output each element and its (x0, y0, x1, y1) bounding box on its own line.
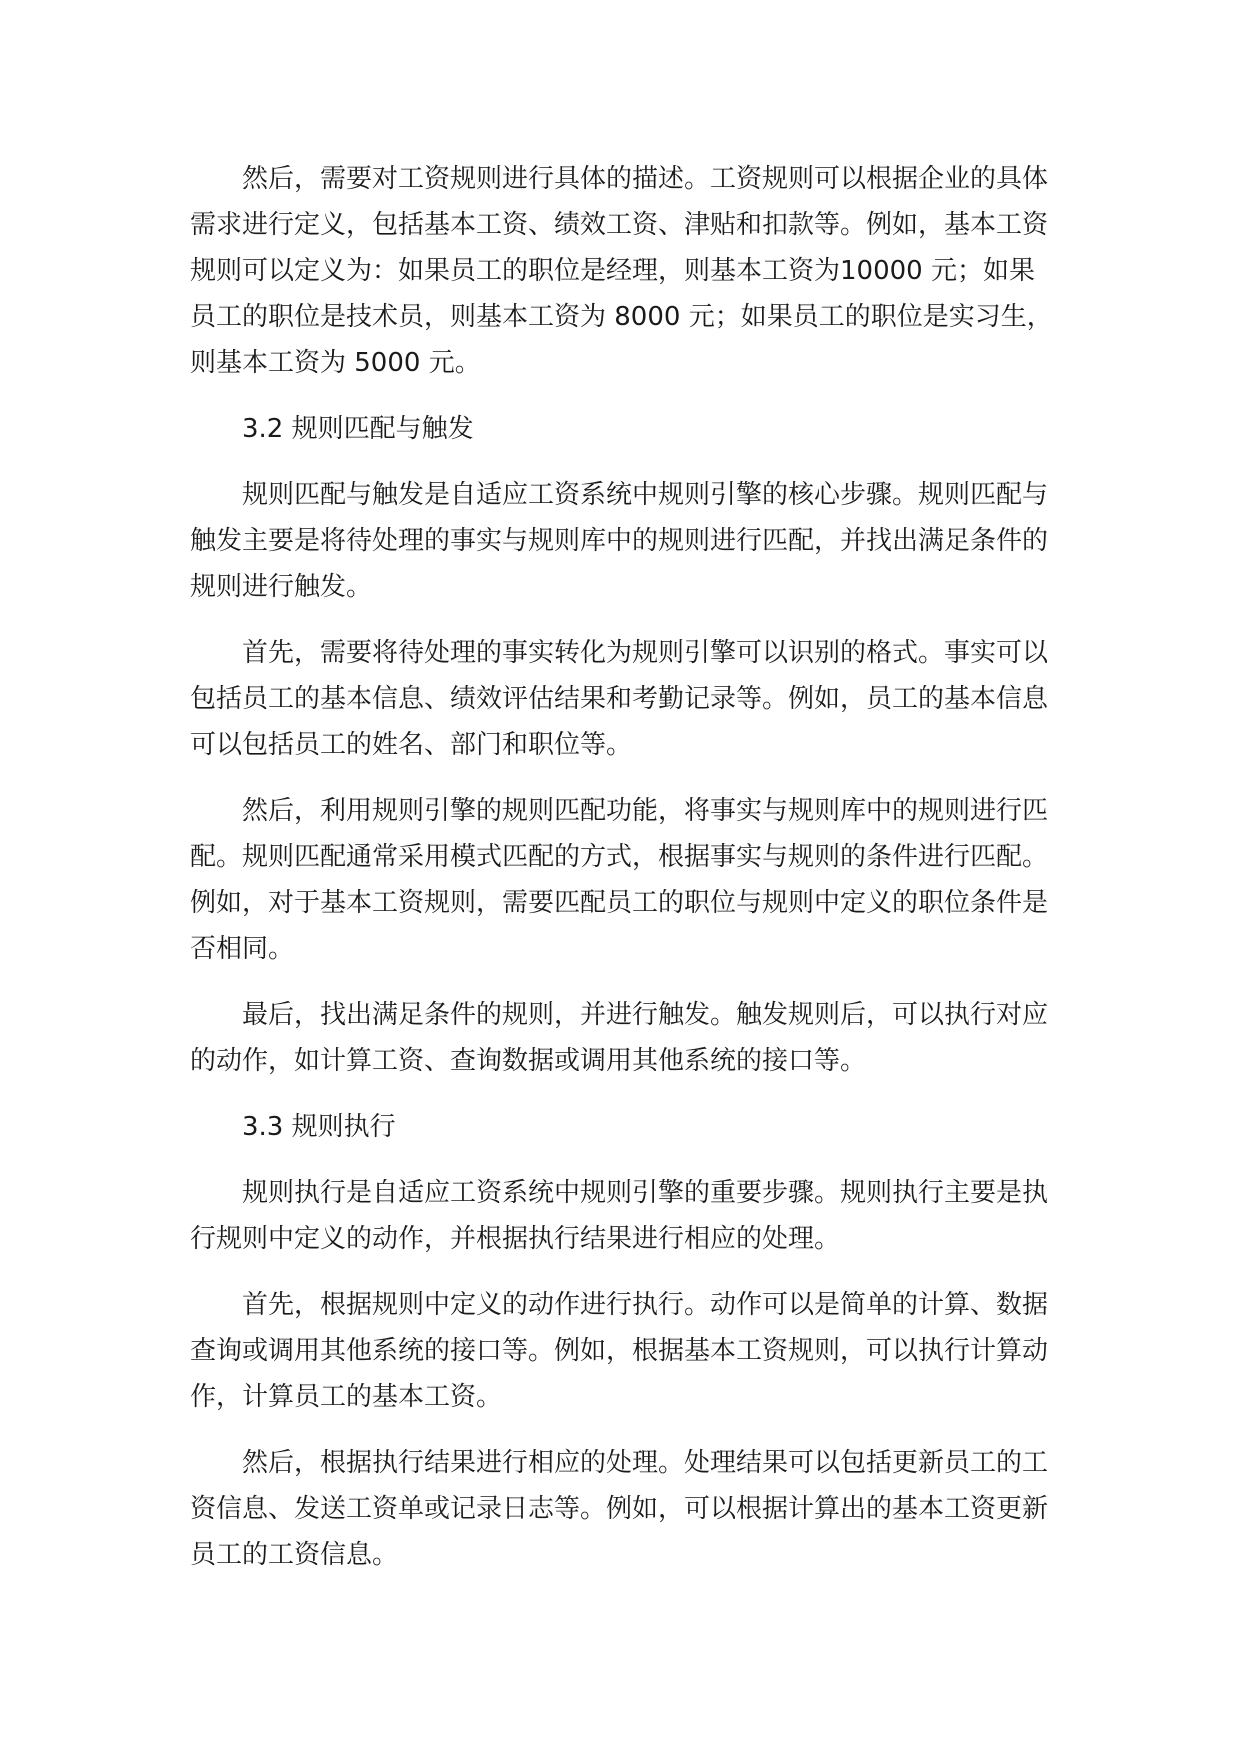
section-heading-3-2: 3.2 规则匹配与触发 (242, 414, 474, 444)
paragraph-action-execution: 首先，根据规则中定义的动作进行执行。动作可以是简单的计算、数据查询或调用其他系统的接口等。例如，根据基本工资规则，可以执行计算动作，计算员工的基本工资。 (190, 1290, 1049, 1412)
paragraph-fact-conversion: 首先，需要将待处理的事实转化为规则引擎可以识别的格式。事实可以包括员工的基本信息、绩效评估结果和考勤记录等。例如，员工的基本信息可以包括员工的姓名、部门和职位等。 (190, 638, 1049, 760)
paragraph-rule-description: 然后，需要对工资规则进行具体的描述。工资规则可以根据企业的具体需求进行定义，包括基本工资、绩效工资、津贴和扣款等。例如，基本工资规则可以定义为：如果员工的职位是经理，则基本工资为10000 元；如果员工的职位是技术员，则基本工资为 8000 元；如果员工的职位是实习生，则基本工资为 5000 元。 (190, 164, 1053, 378)
paragraph-matching-intro: 规则匹配与触发是自适应工资系统中规则引擎的核心步骤。规则匹配与触发主要是将待处理的事实与规则库中的规则进行匹配，并找出满足条件的规则进行触发。 (190, 480, 1049, 602)
paragraph-result-handling: 然后，根据执行结果进行相应的处理。处理结果可以包括更新员工的工资信息、发送工资单或记录日志等。例如，可以根据计算出的基本工资更新员工的工资信息。 (190, 1448, 1049, 1570)
section-heading-3-3: 3.3 规则执行 (242, 1112, 396, 1142)
paragraph-pattern-matching: 然后，利用规则引擎的规则匹配功能，将事实与规则库中的规则进行匹配。规则匹配通常采用模式匹配的方式，根据事实与规则的条件进行匹配。例如，对于基本工资规则，需要匹配员工的职位与规则中定义的职位条件是否相同。 (190, 796, 1049, 964)
paragraph-execution-intro: 规则执行是自适应工资系统中规则引擎的重要步骤。规则执行主要是执行规则中定义的动作，并根据执行结果进行相应的处理。 (190, 1178, 1049, 1254)
document-body (190, 156, 1060, 1598)
paragraph-trigger: 最后，找出满足条件的规则，并进行触发。触发规则后，可以执行对应的动作，如计算工资、查询数据或调用其他系统的接口等。 (190, 1000, 1049, 1076)
